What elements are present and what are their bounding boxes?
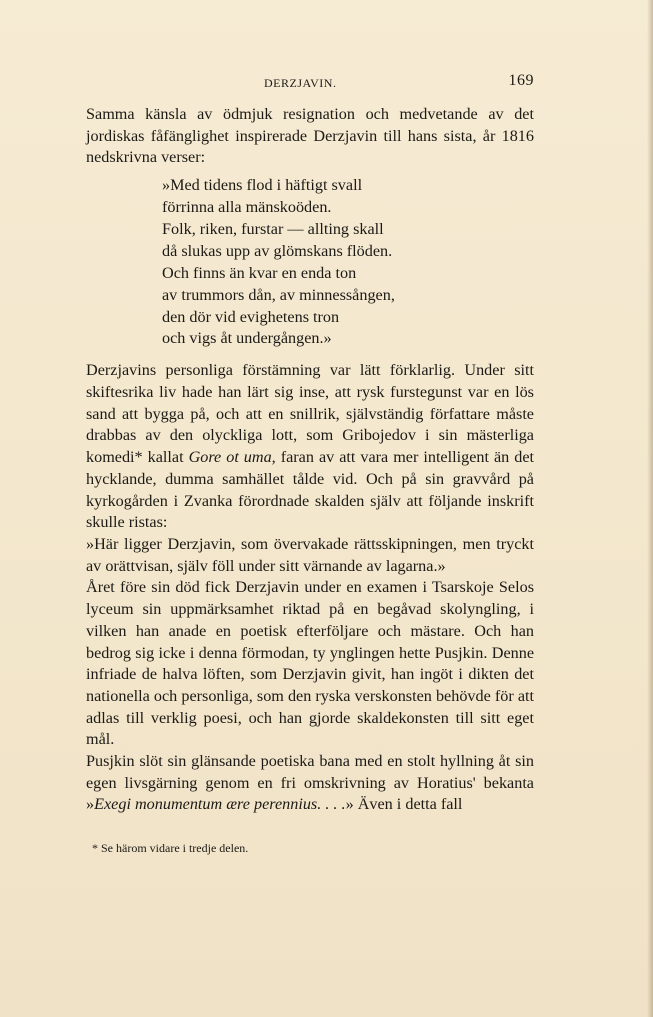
poem-line: »Med tidens flod i häftigt svall: [162, 176, 363, 195]
paragraph-text: Derzjavins personliga förstämning var lätt förklarlig. Under sitt skiftesrika liv hade han lärt sig inse, att rysk furstegunst var en lös sand att bygga på, och att en snillrik, självständig författare måste drabbas av den olyckliga lott, som Gribojedov i sin mästerliga komedi* kallat: [86, 361, 534, 467]
comedy-title: Gore ot uma,: [188, 448, 276, 467]
poem-line: då slukas upp av glömskans flöden.: [162, 241, 393, 260]
paragraph-pusjkin-ode: [86, 751, 534, 816]
poem-line: Folk, riken, furstar — allting skall: [162, 219, 384, 238]
paragraph-derzjavin-mood: [86, 360, 534, 534]
footnote: * Se härom vidare i tredje delen.: [92, 841, 249, 855]
intro-paragraph: Samma känsla av ödmjuk resignation och medvetande av det jordiskas fåfänglighet inspirerade Derzjavin till hans sista, år 1816 nedskrivna verser:: [86, 105, 534, 167]
paragraph-pusjkin-meeting: Året före sin död fick Derzjavin under en examen i Tsarskoje Selos lyceum sin uppmärksamhet riktad på en begåvad skolyngling, i vilken han anade en poetisk efterföljare och mästare. Och han bedrog sig icke i denna förmodan, ty ynglingen hette Pusjkin. Denne infriade de halva löften, som Derzjavin givit, han ingöt i dikten det nationella och personliga, som den ryska verskonsten behövde för att adlas till verklig poesi, och han gjorde skaldekonsten till sitt eget mål.: [86, 578, 534, 749]
poem-line: den dör vid evighetens tron: [162, 307, 340, 326]
poem: [162, 175, 534, 350]
inscription-quote: »Här ligger Derzjavin, som övervakade rättsskipningen, men tryckt av orättvisan, själv föll under sitt värnande av lagarna.»: [86, 534, 534, 575]
poem-line: förrinna alla mänskoöden.: [162, 198, 332, 217]
paragraph-text: Pusjkin slöt sin glänsande poetiska bana med en stolt hyllning åt sin egen livsgärning genom en fri omskrivning av Horatius' bekanta »: [86, 752, 534, 814]
poem-line: och vigs åt undergången.»: [162, 329, 332, 348]
page-edge-shadow: [647, 0, 653, 1017]
paragraph-text: faran av att vara mer intelligent än det hycklande, dumma samhället tålde vid. Och på sin gravvård på kyrkogården i Zvanka förordnade skalden själv att följande inskrift skulle ristas:: [86, 448, 535, 532]
horace-quote-title: Exegi monumentum ære perennius. . . .: [94, 795, 346, 814]
body-text: [86, 104, 534, 816]
paragraph-text: » Även i detta fall: [345, 795, 463, 814]
running-title: DERZJAVIN.: [264, 76, 337, 90]
page-number: 169: [508, 72, 534, 89]
poem-line: av trummors dån, av minnessången,: [162, 285, 395, 304]
poem-line: Och finns än kvar en enda ton: [162, 263, 357, 282]
